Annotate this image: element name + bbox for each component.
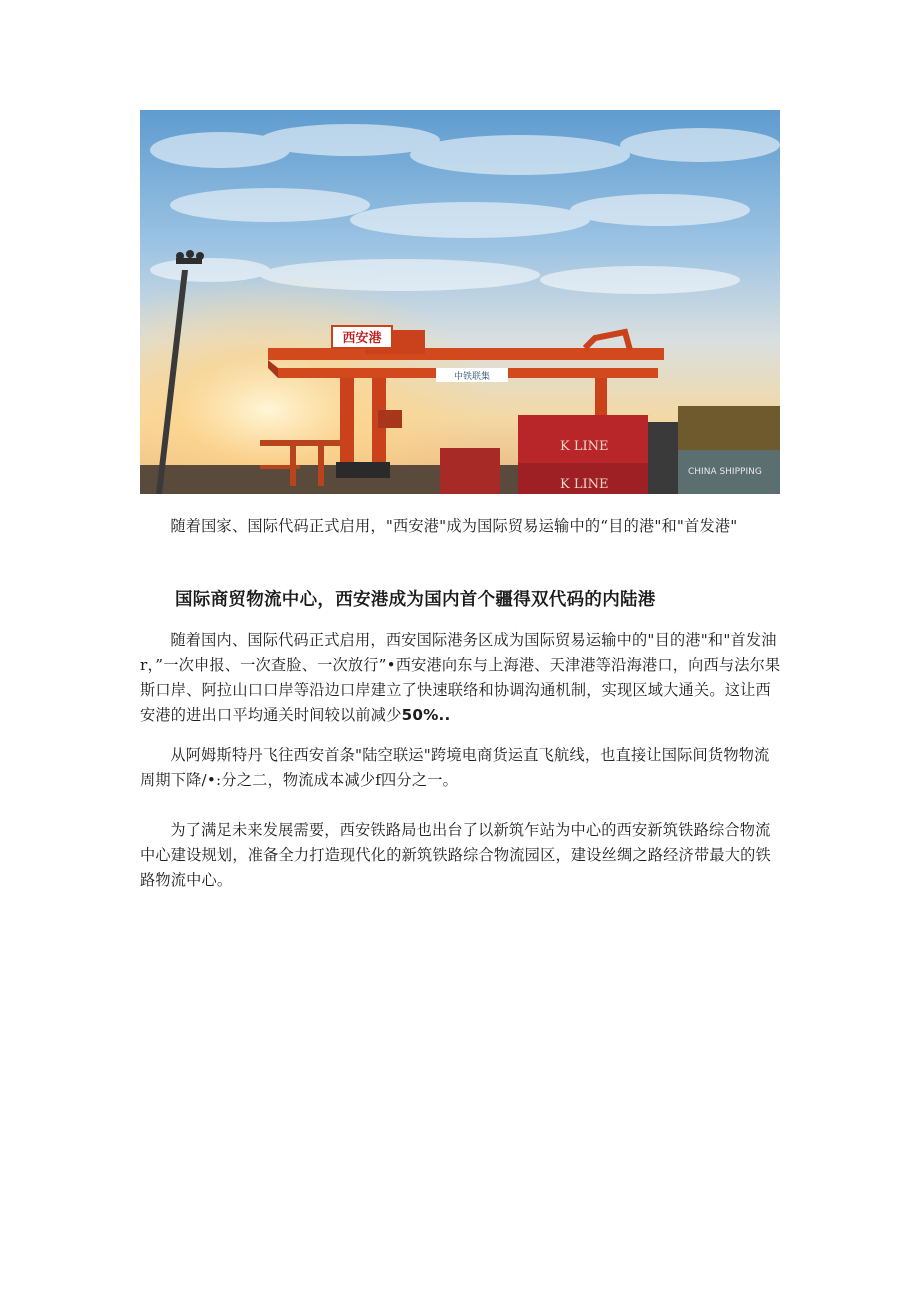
container-label-kline-1: K LINE xyxy=(560,439,609,454)
photo-caption: 随着国家、国际代码正式启用，"西安港"成为国际贸易运输中的“目的港"和"首发港" xyxy=(170,517,738,535)
port-photo-svg xyxy=(140,110,780,494)
paragraph-customs-text: 随着国内、国际代码正式启用，西安国际港务区成为国际贸易运输中的"目的港"和"首发油r，”一次申报、一次查脸、一次放行”•西安港向东与上海港、天津港等沿海港口，向西与法尔果斯口岸、阿拉山口口岸等沿边口岸建立了快速联络和协调沟通机制，实现区域大通关。这让西安港的进出口平均通关时间较以前减少 xyxy=(140,631,781,724)
container-label-shipping: CHINA SHIPPING xyxy=(688,467,762,477)
port-crane-photo xyxy=(140,110,780,494)
paragraph-air-route: 从阿姆斯特丹飞往西安首条"陆空联运"跨境电商货运直飞航线，也直接让国际间货物物流周期下降/•:分之二，物流成本减少f四分之一。 xyxy=(140,746,770,789)
container-label-kline-2: K LINE xyxy=(560,477,609,492)
percent-emphasis: 50%.. xyxy=(401,706,451,724)
section-heading: 国际商贸物流中心，西安港成为国内首个疆得双代码的内陆港 xyxy=(175,590,656,610)
brand-sign-text: 中铁联集 xyxy=(453,372,491,382)
paragraph-customs xyxy=(140,628,784,728)
paragraph-rail-hub: 为了满足未来发展需要，西安铁路局也出台了以新筑乍站为中心的西安新筑铁路综合物流中心建设规划，准备全力打造现代化的新筑铁路综合物流园区，建设丝绸之路经济带最大的铁路物流中心。 xyxy=(140,821,771,889)
xian-port-sign-text: 西安港 xyxy=(342,331,382,346)
